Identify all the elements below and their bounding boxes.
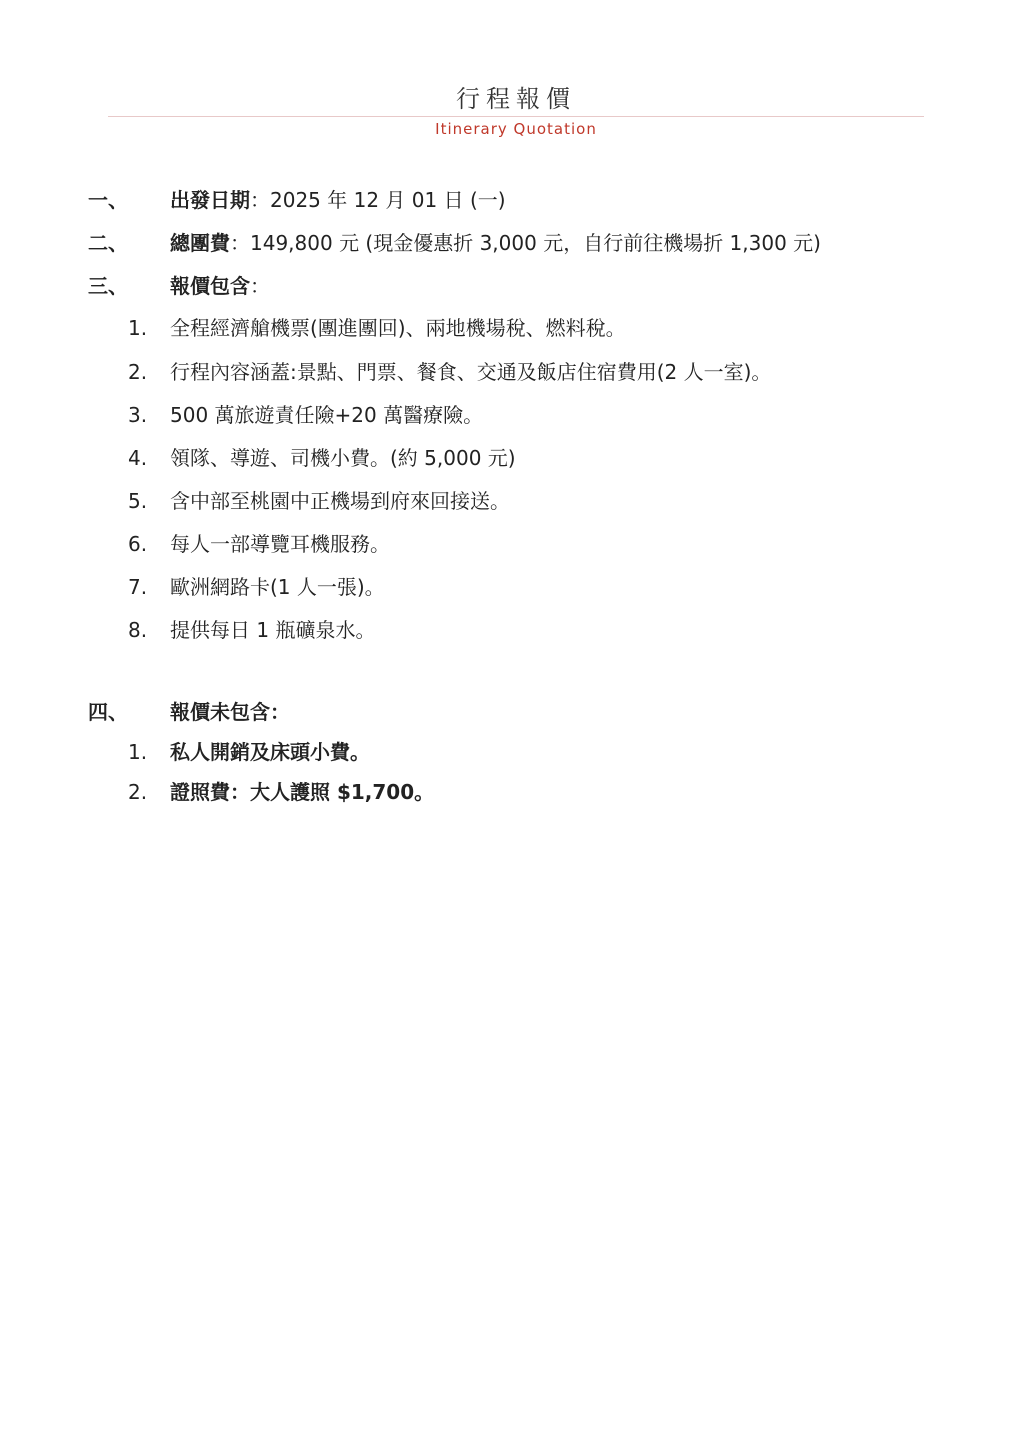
total-fee-label: 總團費: [170, 231, 230, 255]
item-number: 6.: [128, 532, 148, 556]
item-text: 領隊、導遊、司機小費。(約 5,000 元): [170, 446, 516, 470]
section-number: 三、: [88, 274, 128, 298]
item-number: 7.: [128, 575, 148, 599]
section-number: 一、: [88, 188, 128, 212]
page-subtitle: Itinerary Quotation: [435, 120, 597, 138]
item-text: 含中部至桃園中正機場到府來回接送。: [170, 489, 510, 513]
item-number: 2.: [128, 360, 148, 384]
item-number: 8.: [128, 618, 148, 642]
item-number: 4.: [128, 446, 148, 470]
item-text: 證照費：大人護照 $1,700。: [170, 780, 435, 804]
label-separator: ：: [250, 188, 270, 212]
item-number: 2.: [128, 780, 148, 804]
header-divider: [108, 116, 924, 117]
label-separator: ：: [230, 231, 250, 255]
not-included-label: 報價未包含：: [170, 700, 290, 724]
total-fee-value: 149,800 元 (現金優惠折 3,000 元，自行前往機場折 1,300 元): [250, 231, 821, 255]
included-label: 報價包含: [170, 274, 250, 298]
item-number: 1.: [128, 316, 148, 340]
item-number: 1.: [128, 740, 148, 764]
item-text: 歐洲網路卡(1 人一張)。: [170, 575, 385, 599]
item-text: 私人開銷及床頭小費。: [170, 740, 370, 764]
item-text: 500 萬旅遊責任險+20 萬醫療險。: [170, 403, 484, 427]
page-title: 行程報價: [456, 85, 576, 113]
item-text: 全程經濟艙機票(團進團回)、兩地機場稅、燃料稅。: [170, 316, 626, 340]
departure-date-value: 2025 年 12 月 01 日 (一): [270, 188, 506, 212]
label-separator: ：: [250, 274, 270, 298]
item-number: 5.: [128, 489, 148, 513]
document-header: [108, 84, 924, 139]
section-number: 四、: [88, 700, 128, 724]
departure-date-label: 出發日期: [170, 188, 250, 212]
item-text: 每人一部導覽耳機服務。: [170, 532, 390, 556]
item-number: 3.: [128, 403, 148, 427]
section-number: 二、: [88, 231, 128, 255]
item-text: 提供每日 1 瓶礦泉水。: [170, 618, 376, 642]
item-text: 行程內容涵蓋:景點、門票、餐食、交通及飯店住宿費用(2 人一室)。: [170, 360, 772, 384]
